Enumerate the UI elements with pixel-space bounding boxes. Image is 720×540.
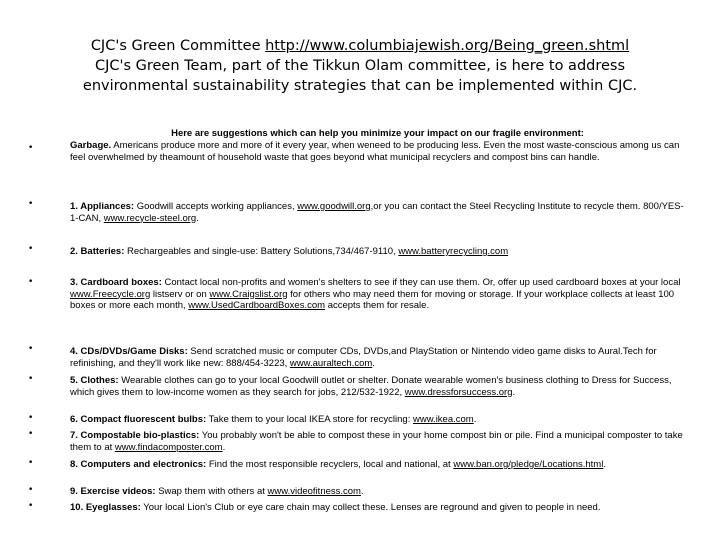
item-text: Rechargeables and single-use: Battery Solutions,734/467-9110,: [124, 246, 399, 257]
item-text: Swap them with others at: [155, 486, 268, 497]
item-text: Wearable clothes can go to your local Goodwill outlet or shelter. Donate wearable women's business clothing to Dress for Success, which gives them to low-income women as they search for jobs, 212/532-1922,: [70, 375, 672, 398]
item-link[interactable]: www.batteryrecycling.com: [398, 246, 509, 257]
item-link[interactable]: www.Freecycle.org: [70, 288, 151, 300]
item-text: Take them to your local IKEA store for recycling:: [206, 414, 413, 425]
item-label: 7. Compostable bio-plastics:: [70, 430, 200, 441]
committee-link[interactable]: http://www.columbiajewish.org/Being_green.shtml: [265, 38, 630, 54]
item-label: 1. Appliances:: [70, 201, 135, 212]
bullet: •: [28, 413, 34, 423]
bullet: •: [28, 244, 34, 254]
item-label: 9. Exercise videos:: [70, 486, 156, 497]
item-link[interactable]: www.recycle-steel.org: [103, 212, 197, 224]
item-text: listserv or on: [150, 288, 210, 300]
item-text: .: [196, 212, 199, 224]
item-label: Garbage.: [70, 140, 112, 151]
bullet: •: [28, 458, 34, 468]
item-text: Your local Lion's Club or eye care chain may collect these. Lenses are reground and given to people in need.: [140, 502, 601, 513]
item-text: .: [512, 386, 516, 398]
bullet: •: [28, 429, 34, 439]
title-line-3: environmental sustainability strategies that can be implemented within CJC.: [82, 78, 638, 94]
item-link[interactable]: www.ikea.com: [413, 414, 474, 425]
item-text: accepts them for resale.: [325, 300, 430, 311]
item-label: 6. Compact fluorescent bulbs:: [70, 414, 207, 425]
item-link[interactable]: www.findacomposter.com: [114, 441, 223, 453]
list-item-videos: [70, 486, 685, 498]
item-label: 2. Batteries:: [70, 246, 125, 257]
bullet: •: [28, 374, 34, 384]
list-item-discs: [70, 346, 685, 369]
committee-name: CJC's Green Committee: [90, 38, 266, 54]
list-item-cardboard: [70, 277, 685, 312]
item-text: Send scratched music or computer CDs, DVDs,and PlayStation or Nintendo video game disks to Aural.Tech for refinishing, and they'll work like new: 888/454-3223,: [70, 346, 657, 369]
list-item-appliances: [70, 201, 685, 224]
item-text: ,or you can contact the Steel Recycling Institute to recycle them. 800/YES-1-CAN,: [70, 201, 684, 224]
item-text: .: [222, 441, 226, 453]
item-link[interactable]: www.auraltech.com: [289, 357, 373, 369]
bullet: •: [28, 501, 34, 511]
list-item-clothes: [70, 375, 685, 398]
item-text: .: [372, 357, 375, 369]
page-title: [0, 36, 720, 96]
item-link[interactable]: www.videofitness.com: [267, 486, 361, 497]
item-text: Goodwill accepts working appliances,: [134, 201, 298, 212]
bullet: •: [28, 485, 34, 495]
title-line-1: [0, 36, 720, 56]
item-label: 3. Cardboard boxes:: [70, 277, 162, 288]
item-link[interactable]: www.dressforsuccess.org: [404, 386, 513, 398]
item-link[interactable]: www.UsedCardboardBoxes.com: [188, 300, 326, 311]
item-text: .: [360, 486, 364, 497]
list-item-eyeglasses: [70, 502, 685, 514]
bullet: •: [28, 199, 34, 209]
list-item-bulbs: [70, 414, 685, 426]
item-link[interactable]: www.Craigslist.org: [209, 288, 288, 300]
item-link[interactable]: www.goodwill.org: [297, 201, 371, 212]
item-label: 8. Computers and electronics:: [70, 459, 207, 470]
list-item-bioplastics: [70, 430, 685, 453]
item-text: Americans produce more and more of it every year, when weneed to be producing less. Even the most waste-conscious among us can feel overwhelmed by theamount of household waste that goes beyond what municipal recyclers and compost bins can handle.: [70, 140, 680, 163]
list-item-garbage: [70, 140, 685, 163]
item-label: 10. Eyeglasses:: [70, 502, 141, 513]
item-text: You probably won't be able to compost these in your home compost bin or pile. Find a municipal composter to take them to at: [70, 430, 683, 453]
item-label: 5. Clothes:: [70, 375, 119, 386]
item-text: for others who may need them for moving or storage. If your workplace collects at least 100 boxes or more each month,: [70, 288, 675, 311]
bullet: •: [28, 143, 34, 153]
item-text: .: [603, 459, 606, 470]
intro-heading: Here are suggestions which can help you minimize your impact on our fragile environment:: [171, 128, 584, 139]
item-link[interactable]: www.ban.org/pledge/Locations.html: [453, 459, 604, 470]
list-item-electronics: [70, 459, 685, 471]
bullet: •: [28, 277, 34, 287]
item-label: 4. CDs/DVDs/Game Disks:: [70, 346, 188, 357]
item-text: Contact local non-profits and women's shelters to see if they can use them. Or, offer up used cardboard boxes at your local: [161, 277, 681, 288]
title-line-2: CJC's Green Team, part of the Tikkun Olam committee, is here to address: [94, 58, 626, 74]
list-item-batteries: [70, 246, 685, 258]
item-text: .: [473, 414, 477, 425]
bullet: •: [28, 344, 34, 354]
item-text: Find the most responsible recyclers, local and national, at: [206, 459, 454, 470]
